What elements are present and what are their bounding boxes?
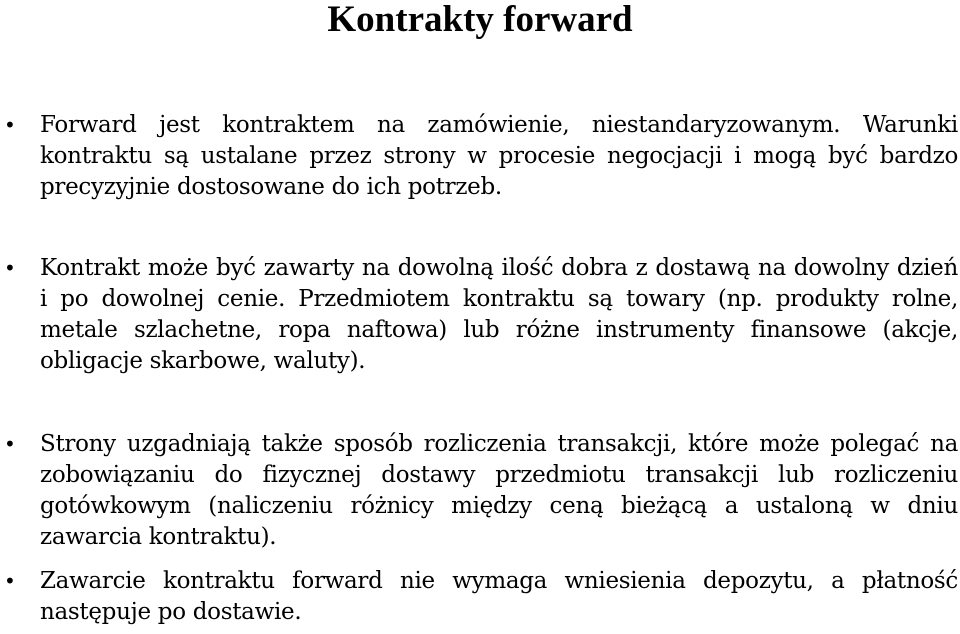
bullet-icon: •	[4, 256, 16, 280]
bullet-icon: •	[4, 432, 16, 456]
bullet-text: Kontrakt może być zawarty na dowolną ilość dobra z dostawą na dowolny dzień i po dowolnej cenie. Przedmiotem kontraktu są towary (np. produkty rolne, metale szlachetne, ropa naftowa) lub różne instrumenty finansowe (akcje, obligacje skarbowe, waluty).	[40, 255, 958, 374]
slide-title: Kontrakty forward	[327, 0, 633, 40]
bullet-icon: •	[4, 113, 16, 137]
bullet-text: Forward jest kontraktem na zamówienie, niestandaryzowanym. Warunki kontraktu są ustalane przez strony w procesie negocjacji i mogą być bardzo precyzyjnie dostosowane do ich potrzeb.	[40, 112, 958, 200]
bullet-text: Strony uzgadniają także sposób rozliczenia transakcji, które może polegać na zobowiązaniu do fizycznej dostawy przedmiotu transakcji lub rozliczeniu gotówkowym (naliczeniu różnicy między ceną bieżącą a ustaloną w dniu zawarcia kontraktu).	[40, 431, 958, 550]
bullet-icon: •	[4, 569, 16, 593]
bullet-text: Zawarcie kontraktu forward nie wymaga wniesienia depozytu, a płatność następuje po dostawie.	[40, 568, 958, 625]
